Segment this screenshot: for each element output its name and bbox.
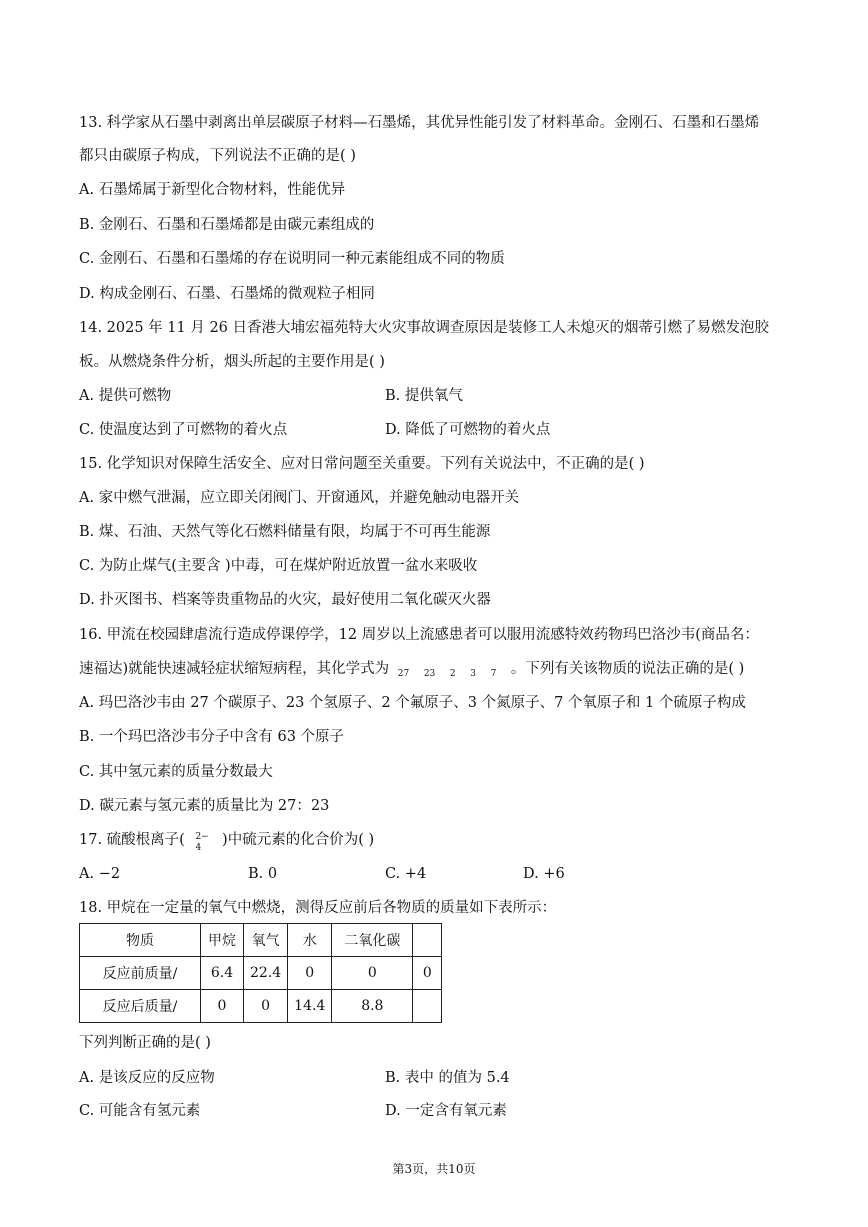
table-cell: 14.4 — [288, 990, 332, 1023]
q16-stem-part-a: 速福达)就能快速减轻症状缩短病程，其化学式为 — [79, 661, 390, 677]
formula-sub-h: 23 — [423, 669, 436, 679]
q15-stem: 15. 化学知识对保障生活安全、应对日常问题至关重要。下列有关说法中，不正确的是( ) — [79, 456, 645, 472]
table-cell: 反应前质量/ — [80, 957, 201, 990]
table-header-cell — [413, 924, 442, 957]
q17-option-a: A. −2 — [79, 866, 121, 882]
formula-sub-c: 27 — [397, 669, 410, 679]
q14-option-c: C. 使温度达到了可燃物的着火点 — [79, 422, 288, 438]
q13-option-c: C. 金刚石、石墨和石墨烯的存在说明同一种元素能组成不同的物质 — [79, 251, 505, 267]
table-cell: 反应后质量/ — [80, 990, 201, 1023]
table-row — [80, 990, 442, 1023]
q14-stem-line1: 14. 2025 年 11 月 26 日香港大埔宏福苑特大火灾事故调查原因是装修工人未熄灭的烟蒂引燃了易燃发泡胶 — [79, 320, 770, 336]
q16-stem-part-b: 。下列有关该物质的说法正确的是( ) — [510, 661, 745, 677]
q16-option-b: B. 一个玛巴洛沙韦分子中含有 63 个原子 — [79, 729, 345, 745]
q15-option-d: D. 扑灭图书、档案等贵重物品的火灾，最好使用二氧化碳灭火器 — [79, 592, 491, 608]
q14-stem-line2: 板。从燃烧条件分析，烟头所起的主要作用是( ) — [79, 354, 385, 370]
q13-option-a: A. 石墨烯属于新型化合物材料，性能优异 — [79, 182, 346, 198]
q18-option-b: B. 表中 的值为 5.4 — [385, 1070, 510, 1086]
ion-charge: 2− — [195, 832, 209, 842]
table-cell — [413, 990, 442, 1023]
q16-stem-line2 — [79, 659, 744, 681]
q16-stem-line1: 16. 甲流在校园肆虐流行造成停课停学，12 周岁以上流感患者可以服用流感特效药物玛巴洛沙韦(商品名： — [79, 627, 759, 643]
q15-option-a: A. 家中燃气泄漏，应立即关闭阀门、开窗通风，并避免触动电器开关 — [79, 490, 520, 506]
table-header-cell: 水 — [288, 924, 332, 957]
q18-stem: 18. 甲烷在一定量的氧气中燃烧，测得反应前后各物质的质量如下表所示： — [79, 900, 557, 916]
formula-sub-f: 2 — [449, 669, 456, 679]
table-cell: 22.4 — [244, 957, 288, 990]
table-cell: 8.8 — [332, 990, 413, 1023]
q18-judge: 下列判断正确的是( ) — [79, 1035, 211, 1051]
q18-option-d: D. 一定含有氧元素 — [385, 1103, 507, 1119]
q16-option-a: A. 玛巴洛沙韦由 27 个碳原子、23 个氢原子、2 个氟原子、3 个氮原子、7 个氧原子和 1 个硫原子构成 — [79, 695, 746, 711]
formula-sub-o: 7 — [490, 669, 497, 679]
q13-option-b: B. 金刚石、石墨和石墨烯都是由碳元素组成的 — [79, 217, 375, 233]
q17-option-b: B. 0 — [248, 866, 278, 882]
q13-option-d: D. 构成金刚石、石墨、石墨烯的微观粒子相同 — [79, 286, 375, 302]
table-cell: 0 — [288, 957, 332, 990]
q15-option-c: C. 为防止煤气(主要含 )中毒，可在煤炉附近放置一盆水来吸收 — [79, 558, 478, 574]
q16-option-c: C. 其中氢元素的质量分数最大 — [79, 764, 273, 780]
q17-stem-part-a: 17. 硫酸根离子( — [79, 832, 185, 848]
table-header-cell: 物质 — [80, 924, 201, 957]
q16-formula — [398, 659, 503, 681]
formula-sub-n: 3 — [470, 669, 476, 679]
q14-option-a: A. 提供可燃物 — [79, 388, 172, 404]
table-row — [80, 957, 442, 990]
q14-option-d: D. 降低了可燃物的着火点 — [385, 422, 551, 438]
q13-stem-line2: 都只由碳原子构成，下列说法不正确的是( ) — [79, 148, 356, 164]
mass-table — [79, 923, 442, 1023]
table-cell: 0 — [413, 957, 442, 990]
q13-stem-line1: 13. 科学家从石墨中剥离出单层碳原子材料—石墨烯，其优异性能引发了材料革命。金刚石、石墨和石墨烯 — [79, 115, 760, 131]
table-cell: 0 — [244, 990, 288, 1023]
q14-option-b: B. 提供氧气 — [385, 388, 463, 404]
table-header-cell: 二氧化碳 — [332, 924, 413, 957]
table-cell: 0 — [201, 990, 244, 1023]
q18-option-c: C. 可能含有氢元素 — [79, 1103, 201, 1119]
table-header-row — [80, 924, 442, 957]
q17-option-c: C. +4 — [385, 866, 427, 882]
page-footer: 第3页，共10页 — [392, 1162, 476, 1176]
table-cell: 6.4 — [201, 957, 244, 990]
q17-stem — [79, 830, 375, 853]
q17-stem-part-b: )中硫元素的化合价为( ) — [222, 832, 375, 848]
q17-option-d: D. +6 — [523, 866, 565, 882]
table-header-cell: 甲烷 — [201, 924, 244, 957]
ion-subscript: 4 — [195, 843, 202, 853]
q15-option-b: B. 煤、石油、天然气等化石燃料储量有限，均属于不可再生能源 — [79, 524, 491, 540]
q16-option-d: D. 碳元素与氢元素的质量比为 27：23 — [79, 798, 330, 814]
q18-option-a: A. 是该反应的反应物 — [79, 1070, 215, 1086]
table-header-cell: 氧气 — [244, 924, 288, 957]
sulfate-ion — [189, 830, 217, 853]
table-cell: 0 — [332, 957, 413, 990]
